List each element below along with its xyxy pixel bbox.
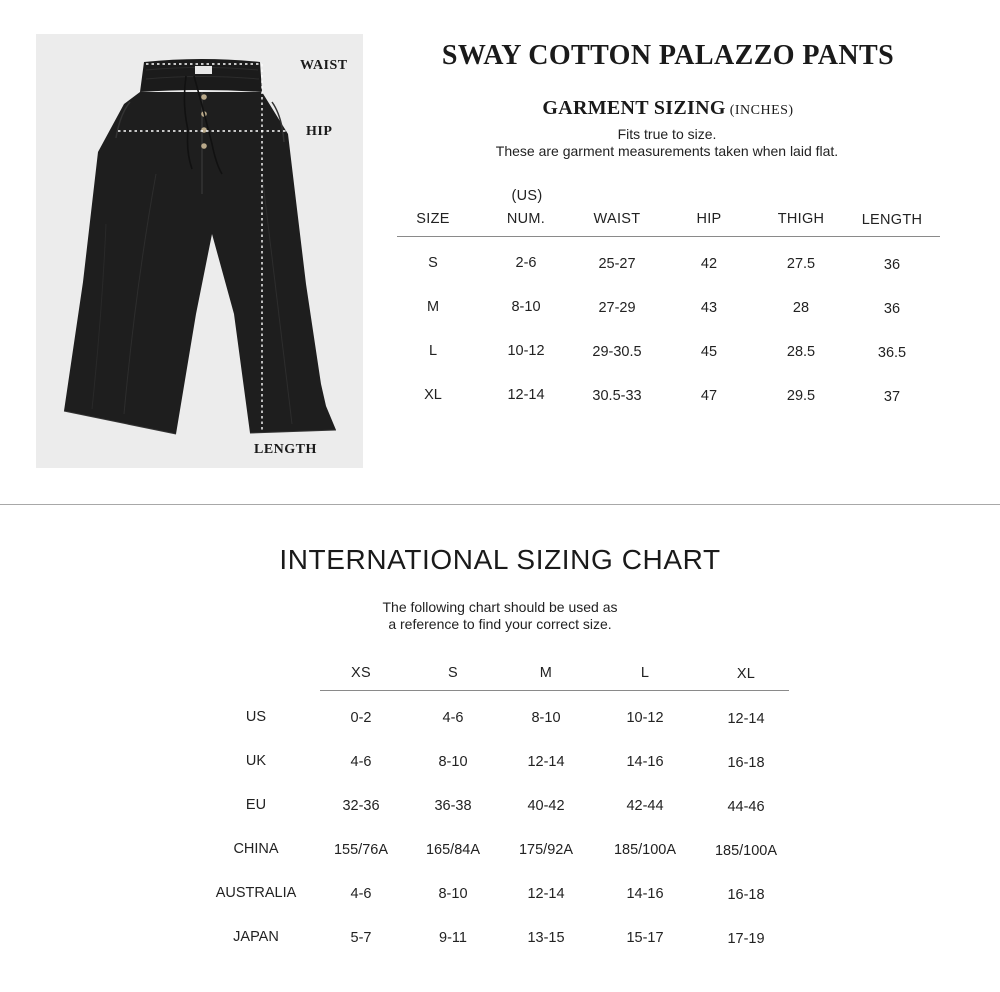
- table-cell: 8-10: [511, 299, 541, 315]
- table-cell: 4-6: [442, 710, 464, 726]
- table-cell: 9-11: [439, 930, 467, 946]
- table-cell: 12-14: [527, 754, 565, 770]
- table-cell: 40-42: [527, 798, 565, 814]
- col-header-size: SIZE: [416, 211, 450, 227]
- table-cell: 185/100A: [714, 843, 778, 859]
- table-cell: 36-38: [434, 798, 472, 814]
- waist-label: WAIST: [300, 58, 348, 73]
- table-cell: 43: [700, 300, 718, 316]
- table-cell: 17-19: [727, 931, 765, 947]
- table-cell: 44-46: [727, 799, 765, 815]
- product-image-panel: [36, 34, 363, 468]
- garment-sizing-unit: (INCHES): [729, 103, 794, 118]
- num-prefix-header: (US): [511, 188, 543, 204]
- region-label: US: [245, 709, 267, 725]
- table-cell: 25-27: [598, 256, 636, 272]
- col-header-hip: HIP: [696, 211, 722, 227]
- table-cell: L: [428, 343, 438, 359]
- garment-sizing-title: [542, 97, 793, 120]
- table-cell: XL: [424, 387, 442, 403]
- intl-header-s: S: [448, 665, 458, 681]
- table-cell: 4-6: [350, 886, 372, 902]
- table-cell: 8-10: [531, 710, 561, 726]
- table-cell: 45: [700, 344, 718, 360]
- table-cell: 12-14: [507, 387, 545, 403]
- intl-header-xs: XS: [351, 665, 371, 681]
- region-label: UK: [245, 753, 267, 769]
- table-cell: 175/92A: [518, 842, 574, 858]
- table-cell: 165/84A: [425, 842, 481, 858]
- table-cell: 37: [883, 389, 901, 405]
- garment-header-rule: [397, 236, 940, 237]
- section-divider: [0, 504, 1000, 505]
- table-cell: 47: [700, 388, 718, 404]
- length-label: LENGTH: [254, 442, 317, 457]
- table-cell: 42: [700, 256, 718, 272]
- table-cell: 28: [792, 300, 810, 316]
- intl-header-l: L: [640, 665, 650, 681]
- palazzo-pants-illustration: [36, 34, 363, 468]
- intl-header-m: M: [539, 665, 553, 681]
- table-cell: 155/76A: [333, 842, 389, 858]
- table-cell: 0-2: [350, 710, 372, 726]
- table-cell: 14-16: [626, 754, 664, 770]
- garment-sizing-heading: GARMENT SIZING: [542, 97, 726, 119]
- col-header-waist: WAIST: [593, 211, 641, 227]
- table-cell: 42-44: [626, 798, 664, 814]
- table-cell: 5-7: [350, 930, 372, 946]
- table-cell: 16-18: [727, 755, 765, 771]
- table-cell: S: [428, 255, 438, 271]
- table-cell: 13-15: [527, 930, 565, 946]
- table-cell: 27.5: [786, 256, 816, 272]
- table-cell: 32-36: [342, 798, 380, 814]
- hip-label: HIP: [306, 124, 333, 139]
- region-label: CHINA: [233, 841, 279, 857]
- col-header-length: LENGTH: [861, 212, 923, 228]
- intl-header-xl: XL: [736, 666, 756, 682]
- table-cell: 12-14: [527, 886, 565, 902]
- table-cell: 185/100A: [613, 842, 677, 858]
- table-cell: 12-14: [727, 711, 765, 727]
- col-header-thigh: THIGH: [777, 211, 825, 227]
- region-label: AUSTRALIA: [215, 885, 297, 901]
- international-note-line-1: The following chart should be used as: [382, 599, 618, 615]
- table-cell: 4-6: [350, 754, 372, 770]
- international-note-line-2: a reference to find your correct size.: [388, 616, 612, 632]
- international-title: INTERNATIONAL SIZING CHART: [279, 544, 721, 575]
- table-cell: 36: [883, 301, 901, 317]
- garment-note-line-2: These are garment measurements taken when laid flat.: [495, 143, 839, 159]
- table-cell: 8-10: [438, 886, 468, 902]
- table-cell: 36.5: [877, 345, 907, 361]
- table-cell: 2-6: [515, 255, 537, 271]
- table-cell: 15-17: [626, 930, 664, 946]
- table-cell: 29.5: [786, 388, 816, 404]
- intl-header-rule: [320, 690, 789, 691]
- table-cell: 10-12: [507, 343, 545, 359]
- table-cell: 16-18: [727, 887, 765, 903]
- table-cell: 8-10: [438, 754, 468, 770]
- table-cell: 29-30.5: [592, 344, 642, 360]
- table-cell: 36: [883, 257, 901, 273]
- col-header-num: NUM.: [506, 211, 546, 227]
- garment-note-line-1: Fits true to size.: [617, 126, 717, 142]
- region-label: JAPAN: [233, 929, 279, 945]
- table-cell: 30.5-33: [592, 388, 642, 404]
- table-cell: 10-12: [626, 710, 664, 726]
- product-title: SWAY COTTON PALAZZO PANTS: [441, 40, 895, 71]
- table-cell: 27-29: [598, 300, 636, 316]
- table-cell: 14-16: [626, 886, 664, 902]
- region-label: EU: [245, 797, 267, 813]
- table-cell: 28.5: [786, 344, 816, 360]
- table-cell: M: [426, 299, 440, 315]
